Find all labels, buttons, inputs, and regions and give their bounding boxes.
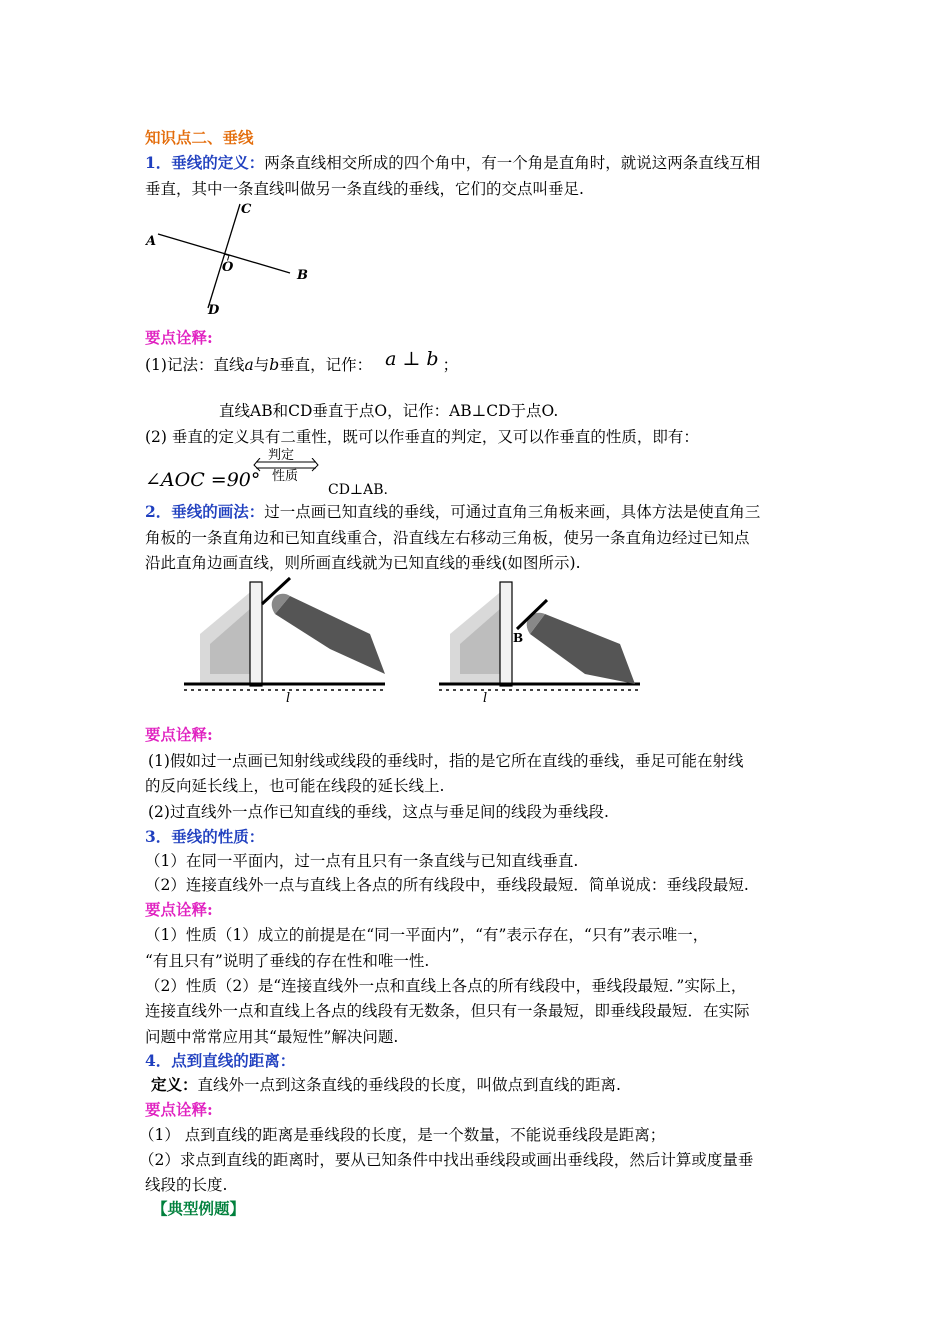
note2-heading: 要点诠释: xyxy=(145,725,213,744)
p1-line2: 垂直，其中一条直线叫做另一条直线的垂线，它们的交点叫垂足. xyxy=(145,180,584,198)
note4-line3: 线段的长度. xyxy=(145,1176,228,1194)
label-b-point: B xyxy=(513,631,524,645)
p2-line3: 沿此直角边画直线，则所画直线就为已知直线的垂线(如图所示). xyxy=(145,554,581,572)
section-title: 知识点二、垂线 xyxy=(145,128,254,147)
note4-heading: 要点诠释: xyxy=(145,1100,213,1119)
examples-heading: 【典型例题】 xyxy=(152,1199,246,1218)
formula-label-bottom: 性质 xyxy=(272,469,299,484)
dual-property-formula xyxy=(145,468,260,492)
perpendicular-lines-figure xyxy=(140,196,330,318)
p3-line1: （1）在同一平面内，过一点有且只有一条直线与已知直线垂直. xyxy=(145,852,579,870)
p1-line1 xyxy=(145,151,760,175)
p2-line1 xyxy=(145,500,760,524)
label-c: C xyxy=(241,202,252,217)
double-arrow-icon xyxy=(252,458,322,472)
label-o: O xyxy=(222,260,234,275)
note2-line3: (2)过直线外一点作已知直线的垂线，这点与垂足间的线段为垂线段. xyxy=(148,803,609,821)
p1-line1-text: 两条直线相交所成的四个角中，有一个角是直角时，就说这两条直线互相 xyxy=(264,154,761,172)
var-a: a xyxy=(244,356,254,374)
notation-mid: 与 xyxy=(253,356,270,374)
arm xyxy=(275,596,385,674)
definition-label: 定义： xyxy=(151,1075,198,1094)
notation-end: ； xyxy=(442,356,459,374)
notation-suffix: 垂直，记作： xyxy=(279,356,373,374)
formula-right: CD⊥AB. xyxy=(328,482,388,498)
note3-line5: 问题中常常应用其“最短性”解决问题. xyxy=(145,1028,399,1046)
label-a: A xyxy=(146,234,157,249)
note3-line4: 连接直线外一点和直线上各点的线段有无数条，但只有一条最短，即垂线段最短．在实际 xyxy=(145,1002,750,1020)
perp-formula: a ⊥ b xyxy=(385,348,439,370)
label-b: B xyxy=(297,268,308,283)
note3-line1: （1）性质（1）成立的前提是在“同一平面内”，“有”表示存在，“只有”表示唯一， xyxy=(145,926,709,944)
definition-text: 直线外一点到这条直线的垂线段的长度，叫做点到直线的距离. xyxy=(197,1076,621,1094)
p2-heading: 2．垂线的画法： xyxy=(145,502,265,521)
triangle-ruler-figure-right xyxy=(435,574,645,706)
label-l-left: l xyxy=(286,691,291,706)
var-b: b xyxy=(269,356,280,374)
note2-line1: (1)假如过一点画已知射线或线段的垂线时，指的是它所在直线的垂线，垂足可能在射线 xyxy=(148,752,744,770)
p2-line1-text: 过一点画已知直线的垂线，可通过直角三角板来画，具体方法是使直角三 xyxy=(264,503,761,521)
note4-line1: （1） 点到直线的距离是垂线段的长度，是一个数量，不能说垂线段是距离； xyxy=(139,1126,666,1144)
formula-label-top: 判定 xyxy=(268,448,295,463)
notation-prefix: (1)记法：直线 xyxy=(145,356,245,374)
note1-line3: (2) 垂直的定义具有二重性，既可以作垂直的判定，又可以作垂直的性质，即有： xyxy=(145,428,699,446)
note2-line2: 的反向延长线上，也可能在线段的延长线上. xyxy=(145,777,445,795)
note3-heading: 要点诠释: xyxy=(145,900,213,919)
p4-definition xyxy=(151,1073,621,1097)
label-l-right: l xyxy=(483,691,488,706)
p2-line2: 角板的一条直角边和已知直线重合，沿直线左右移动三角板，使另一条直角边经过已知点 xyxy=(145,529,750,547)
line-cd xyxy=(208,204,240,308)
note1-heading: 要点诠释: xyxy=(145,328,213,347)
note3-line2: “有且只有”说明了垂线的存在性和唯一性. xyxy=(145,952,430,970)
p3-line2: （2）连接直线外一点与直线上各点的所有线段中，垂线段最短．简单说成：垂线段最短. xyxy=(145,876,749,894)
note4-line2: （2）求点到直线的距离时，要从已知条件中找出垂线段或画出垂线段，然后计算或度量垂 xyxy=(139,1151,754,1169)
p1-heading: 1．垂线的定义： xyxy=(145,153,265,172)
note1-line1 xyxy=(145,348,459,377)
note3-line3: （2）性质（2）是“连接直线外一点和直线上各点的所有线段中，垂线段最短．”实际上， xyxy=(145,977,747,995)
p3-heading: 3．垂线的性质： xyxy=(145,827,265,846)
triangle-ruler-figure-left xyxy=(180,574,390,706)
p4-heading: 4．点到直线的距离： xyxy=(145,1051,296,1070)
note1-line2: 直线AB和CD垂直于点O，记作：AB⊥CD于点O. xyxy=(219,402,559,420)
label-d: D xyxy=(208,303,220,318)
angle-aoc: ∠AOC =90° xyxy=(145,469,261,491)
